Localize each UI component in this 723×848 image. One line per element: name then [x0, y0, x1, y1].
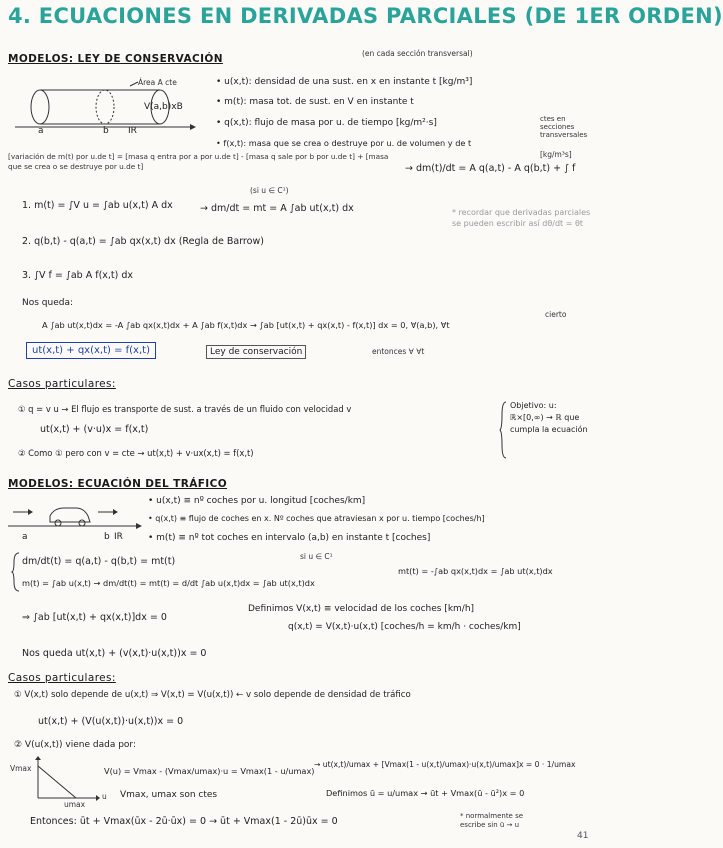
units-f: [kg/m³s] — [540, 150, 572, 159]
section-heading-traffic: MODELOS: ECUACIÓN DEL TRÁFICO — [8, 478, 228, 490]
fig-traffic-a: a — [22, 532, 28, 542]
definimos-normalized: Definimos ū = u/umax → ūt + Vmax(ū - ū²)x = 0 — [326, 788, 525, 798]
fig-b-label: b — [103, 126, 109, 136]
page-title: 4. ECUACIONES EN DERIVADAS PARCIALES (DE 1ER ORDEN) — [8, 4, 723, 28]
normalized-equation: → ut(x,t)/umax + [Vmax(1 - u(x,t)/umax)·u(x,t)/umax]x = 0 · 1/umax — [314, 760, 576, 769]
ctes-note: Vmax, umax son ctes — [120, 790, 218, 800]
fig-a-label: a — [38, 126, 44, 136]
brace-system — [12, 552, 20, 592]
def-traffic-mass: • m(t) ≡ nº tot coches en intervalo (a,b) en instante t [coches] — [148, 533, 431, 543]
caso-2: ② Como ① pero con v = cte → ut(x,t) + v·ux(x,t) = f(x,t) — [18, 448, 254, 458]
eq-3: 3. ∫V f = ∫ab A f(x,t) dx — [22, 270, 134, 281]
traffic-sys-right: mt(t) = -∫ab qx(x,t)dx = ∫ab ut(x,t)dx — [398, 566, 553, 576]
casos-heading-2: Casos particulares: — [8, 672, 116, 684]
entonces-note: entonces ∀ ∀t — [372, 347, 425, 356]
balance-equation: [variación de m(t) por u.de t] = [masa q entra por a por u.de t] - [masa q sale por b por u.de t] + [masa que se crea o se destruye por u.de t] — [8, 152, 389, 171]
caso-1-eq: ut(x,t) + (v·u)x = f(x,t) — [40, 424, 149, 435]
objetivo-note: Objetivo: u: ℝ×[0,∞) → ℝ que cumpla la ecuación — [510, 401, 588, 434]
u-axis-label: u — [102, 792, 107, 801]
conservation-law-box: ut(x,t) + qx(x,t) = f(x,t) — [26, 342, 156, 359]
normalmente-note: * normalmente se escribe sin ū → u — [460, 812, 524, 829]
nos-queda-1: Nos queda: — [22, 298, 74, 308]
remember-note: * recordar que derivadas parciales se pueden escribir así dθ/dt = θt — [452, 208, 591, 228]
eq-combined: A ∫ab ut(x,t)dx = -A ∫ab qx(x,t)dx + A ∫ab f(x,t)dx → ∫ab [ut(x,t) + qx(x,t) - f(x,t)] dx = 0, ∀(a,b), ∀t — [42, 320, 450, 330]
velocity-formula: V(u) = Vmax - (Vmax/umax)·u = Vmax(1 - u/umax) — [104, 766, 315, 776]
def-traffic-flux: • q(x,t) ≡ flujo de coches en x. Nº coches que atraviesan x por u. tiempo [coches/h] — [148, 514, 485, 523]
def-traffic-density: • u(x,t) ≡ nº coches por u. longitud [coches/km] — [148, 496, 366, 506]
umax-axis-label: umax — [64, 800, 86, 809]
eq-1-derivative: → dm/dt = mt = A ∫ab ut(x,t) dx — [200, 203, 354, 214]
eq-1: 1. m(t) = ∫V u = ∫ab u(x,t) A dx — [22, 200, 173, 211]
fig-volume-label: V(a,b)xB — [144, 102, 183, 112]
section-heading-conservation: MODELOS: LEY DE CONSERVACIÓN — [8, 53, 223, 65]
balance-result: → dm(t)/dt = A q(a,t) - A q(b,t) + ∫ f — [405, 163, 576, 174]
caso-1: ① q = v u → El flujo es transporte de sust. a través de un fluido con velocidad v — [18, 404, 352, 414]
traffic-sys-1: dm/dt(t) = q(a,t) - q(b,t) = mt(t) — [22, 556, 176, 567]
traffic-sys-note: si u ∈ C¹ — [300, 552, 333, 561]
traffic-caso-1-eq: ut(x,t) + (V(u(x,t))·u(x,t))x = 0 — [38, 716, 184, 727]
eq-combined-note: cierto — [545, 310, 567, 319]
def-source: • f(x,t): masa que se crea o destruye por u. de volumen y de t — [216, 138, 472, 148]
traffic-implication: ⇒ ∫ab [ut(x,t) + qx(x,t)]dx = 0 — [22, 612, 167, 623]
traffic-sys-2: m(t) = ∫ab u(x,t) → dm/dt(t) = mt(t) = d/dt ∫ab u(x,t)dx = ∫ab ut(x,t)dx — [22, 578, 315, 588]
page-number: 41 — [577, 831, 589, 841]
eq-1-note: (si u ∈ C¹) — [250, 186, 289, 195]
vmax-axis-label: Vmax — [10, 764, 32, 773]
fig-traffic-b: b — [104, 532, 110, 542]
fig-traffic-r: IR — [114, 532, 123, 542]
def-side-note: ctes en secciones transversales — [540, 115, 588, 139]
def-flux: • q(x,t): flujo de masa por u. de tiempo [kg/m²·s] — [216, 118, 437, 128]
traffic-caso-1: ① V(x,t) solo depende de u(x,t) ⇒ V(x,t) = V(u(x,t)) ← v solo depende de densidad de tráfico — [14, 690, 411, 700]
conservation-law-label: Ley de conservación — [206, 345, 306, 359]
velocity-graph — [30, 756, 100, 806]
final-equation: Entonces: ūt + Vmax(ūx - 2ū·ūx) = 0 → ūt + Vmax(1 - 2ū)ūx = 0 — [30, 816, 338, 827]
definimos-velocity: Definimos V(x,t) ≡ velocidad de los coches [km/h] — [248, 604, 475, 614]
note-cross-section: (en cada sección transversal) — [362, 49, 473, 58]
q-definition: q(x,t) = V(x,t)·u(x,t) [coches/h = km/h · coches/km] — [288, 622, 521, 632]
def-density: • u(x,t): densidad de una sust. en x en instante t [kg/m³] — [216, 77, 473, 87]
brace-objetivo — [500, 400, 508, 460]
eq-2: 2. q(b,t) - q(a,t) = ∫ab qx(x,t) dx (Regla de Barrow) — [22, 236, 264, 247]
fig-area-label: Área A cte — [138, 78, 177, 87]
casos-heading-1: Casos particulares: — [8, 378, 116, 390]
traffic-nos-queda: Nos queda ut(x,t) + (v(x,t)·u(x,t))x = 0 — [22, 648, 207, 659]
traffic-caso-2: ② V(u(x,t)) viene dada por: — [14, 740, 136, 750]
def-mass: • m(t): masa tot. de sust. en V en instante t — [216, 97, 414, 107]
fig-r-label: IR — [128, 126, 137, 136]
